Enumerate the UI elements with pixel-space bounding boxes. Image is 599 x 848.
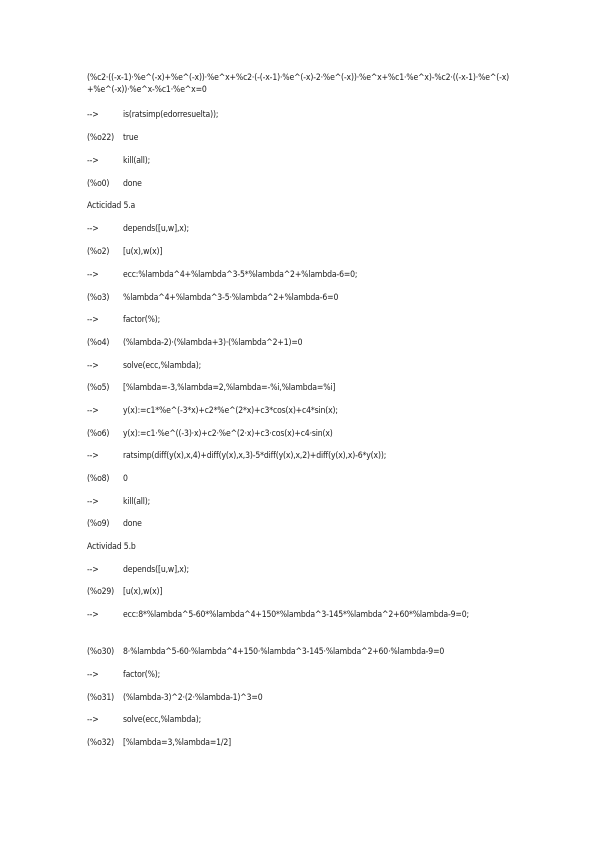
input-prompt: --> xyxy=(87,670,99,680)
input-line-depends-2 xyxy=(87,564,517,576)
line-text: ecc:%lambda^4+%lambda^3-5*%lambda^2+%lambda-6=0; xyxy=(123,270,358,280)
line-text: depends([u,w],x); xyxy=(123,565,190,575)
input-line-ratsimp-diff xyxy=(87,450,517,462)
input-prompt: --> xyxy=(87,156,99,166)
output-label: (%o30) xyxy=(87,647,115,657)
input-prompt: --> xyxy=(87,451,99,461)
output-line-o32 xyxy=(87,737,517,749)
input-prompt: --> xyxy=(87,406,99,416)
output-line-o30 xyxy=(87,646,517,658)
output-label: (%o4) xyxy=(87,338,110,348)
output-line-o9 xyxy=(87,518,517,530)
line-text: kill(all); xyxy=(123,497,151,507)
output-label: (%o0) xyxy=(87,179,110,189)
output-label: (%o29) xyxy=(87,587,115,597)
line-text: %lambda^4+%lambda^3-5·%lambda^2+%lambda-6=0 xyxy=(123,293,339,303)
line-text: (%c2·((-x-1)·%e^(-x)+%e^(-x))·%e^x+%c2·(-(-x-1)·%e^(-x)-2·%e^(-x))·%e^x+%c1·%e^x)-%c2·((-x-1)·%e^(-x)+%e^(-x))·%e^x-%c1·%e^x=0 xyxy=(87,73,510,95)
output-label: (%o31) xyxy=(87,693,115,703)
line-text: kill(all); xyxy=(123,156,151,166)
input-line-is-ratsimp xyxy=(87,109,517,121)
input-line-factor-1 xyxy=(87,314,517,326)
input-prompt: --> xyxy=(87,110,99,120)
output-label: (%o5) xyxy=(87,383,110,393)
output-line-o3 xyxy=(87,292,517,304)
line-text: depends([u,w],x); xyxy=(123,224,190,234)
section-heading-5b xyxy=(87,541,517,553)
input-line-kill-all-1 xyxy=(87,155,517,167)
line-text: [%lambda=-3,%lambda=2,%lambda=-%i,%lambda=%i] xyxy=(123,383,336,393)
input-prompt: --> xyxy=(87,565,99,575)
output-line-o2 xyxy=(87,246,517,258)
output-label: (%o8) xyxy=(87,474,110,484)
input-prompt: --> xyxy=(87,315,99,325)
output-label: (%o6) xyxy=(87,429,110,439)
input-line-solve-1 xyxy=(87,360,517,372)
output-line-o0 xyxy=(87,178,517,190)
section-title: Actividad 5.b xyxy=(87,542,136,552)
section-title: Acticidad 5.a xyxy=(87,201,136,211)
input-line-ecc-2 xyxy=(87,609,517,621)
line-text: solve(ecc,%lambda); xyxy=(123,715,202,725)
output-label: (%o32) xyxy=(87,738,115,748)
output-label: (%o22) xyxy=(87,133,115,143)
line-text: true xyxy=(123,133,139,143)
input-prompt: --> xyxy=(87,497,99,507)
line-text: done xyxy=(123,179,142,189)
output-line-o4 xyxy=(87,337,517,349)
line-text: (%lambda-2)·(%lambda+3)·(%lambda^2+1)=0 xyxy=(123,338,303,348)
line-text: done xyxy=(123,519,142,529)
input-prompt: --> xyxy=(87,361,99,371)
input-line-ecc-1 xyxy=(87,269,517,281)
line-text: is(ratsimp(edorresuelta)); xyxy=(123,110,219,120)
line-text: [u(x),w(x)] xyxy=(123,247,163,257)
line-text: 0 xyxy=(123,474,128,484)
input-line-define-y xyxy=(87,405,517,417)
input-prompt: --> xyxy=(87,715,99,725)
output-line-o29 xyxy=(87,586,517,598)
output-label: (%o3) xyxy=(87,293,110,303)
input-prompt: --> xyxy=(87,610,99,620)
input-line-depends-1 xyxy=(87,223,517,235)
line-text: factor(%); xyxy=(123,670,161,680)
line-text: factor(%); xyxy=(123,315,161,325)
input-line-solve-2 xyxy=(87,714,517,726)
output-line-c2-continuation xyxy=(87,72,517,96)
output-line-o8 xyxy=(87,473,517,485)
output-line-o6 xyxy=(87,428,517,440)
line-text: y(x):=c1·%e^((-3)·x)+c2·%e^(2·x)+c3·cos(x)+c4·sin(x) xyxy=(123,429,333,439)
line-text: 8·%lambda^5-60·%lambda^4+150·%lambda^3-145·%lambda^2+60·%lambda-9=0 xyxy=(123,647,445,657)
line-text: solve(ecc,%lambda); xyxy=(123,361,202,371)
input-prompt: --> xyxy=(87,270,99,280)
line-text: ratsimp(diff(y(x),x,4)+diff(y(x),x,3)-5*diff(y(x),x,2)+diff(y(x),x)-6*y(x)); xyxy=(123,451,387,461)
line-text: [u(x),w(x)] xyxy=(123,587,163,597)
input-line-factor-2 xyxy=(87,669,517,681)
line-text: (%lambda-3)^2·(2·%lambda-1)^3=0 xyxy=(123,693,263,703)
input-line-kill-all-2 xyxy=(87,496,517,508)
line-text: ecc:8*%lambda^5-60*%lambda^4+150*%lambda^3-145*%lambda^2+60*%lambda-9=0; xyxy=(123,610,469,620)
output-line-o31 xyxy=(87,692,517,704)
output-line-o5 xyxy=(87,382,517,394)
section-heading-5a xyxy=(87,200,517,212)
input-prompt: --> xyxy=(87,224,99,234)
line-text: y(x):=c1*%e^(-3*x)+c2*%e^(2*x)+c3*cos(x)+c4*sin(x); xyxy=(123,406,338,416)
output-label: (%o9) xyxy=(87,519,110,529)
output-label: (%o2) xyxy=(87,247,110,257)
line-text: [%lambda=3,%lambda=1/2] xyxy=(123,738,232,748)
output-line-o22 xyxy=(87,132,517,144)
